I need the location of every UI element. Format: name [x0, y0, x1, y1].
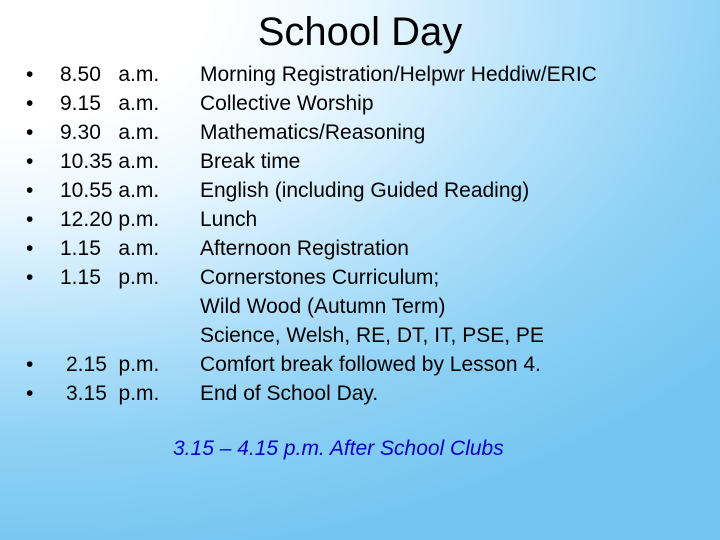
- bullet-icon: •: [26, 92, 34, 115]
- schedule-activity: Cornerstones Curriculum;: [200, 266, 440, 289]
- schedule-time: 10.55 a.m.: [60, 179, 160, 202]
- bullet-icon: •: [26, 150, 34, 173]
- schedule-activity: Mathematics/Reasoning: [200, 121, 426, 144]
- bullet-icon: •: [26, 208, 34, 231]
- after-school-clubs: 3.15 – 4.15 p.m. After School Clubs: [173, 437, 504, 460]
- page-title-text: School Day: [257, 10, 463, 54]
- bullet-icon: •: [26, 63, 34, 86]
- schedule-time: 10.35 a.m.: [60, 150, 160, 173]
- schedule-time: 8.50 a.m.: [60, 63, 160, 86]
- schedule-time: 9.15 a.m.: [60, 92, 160, 115]
- schedule-time: 3.15 p.m.: [66, 382, 160, 405]
- bullet-icon: •: [26, 179, 34, 202]
- bullet-icon: •: [26, 237, 34, 260]
- schedule-activity: Lunch: [200, 208, 258, 231]
- schedule-activity: Morning Registration/Helpwr Heddiw/ERIC: [200, 63, 597, 86]
- schedule-activity: English (including Guided Reading): [200, 179, 530, 202]
- schedule-time: 9.30 a.m.: [60, 121, 160, 144]
- schedule-activity: Comfort break followed by Lesson 4.: [200, 353, 541, 376]
- bullet-icon: •: [26, 121, 34, 144]
- schedule-activity: Afternoon Registration: [200, 237, 409, 260]
- activity-continuation: Wild Wood (Autumn Term): [200, 295, 446, 318]
- schedule-activity: Collective Worship: [200, 92, 374, 115]
- bullet-icon: •: [26, 266, 34, 289]
- schedule-time: 12.20 p.m.: [60, 208, 160, 231]
- schedule-time: 1.15 a.m.: [60, 237, 160, 260]
- schedule-activity: End of School Day.: [200, 382, 379, 405]
- bullet-icon: •: [26, 353, 34, 376]
- schedule-activity: Break time: [200, 150, 301, 173]
- schedule-time: 1.15 p.m.: [60, 266, 160, 289]
- activity-continuation: Science, Welsh, RE, DT, IT, PSE, PE: [200, 324, 544, 347]
- bullet-icon: •: [26, 382, 34, 405]
- schedule-time: 2.15 p.m.: [66, 353, 160, 376]
